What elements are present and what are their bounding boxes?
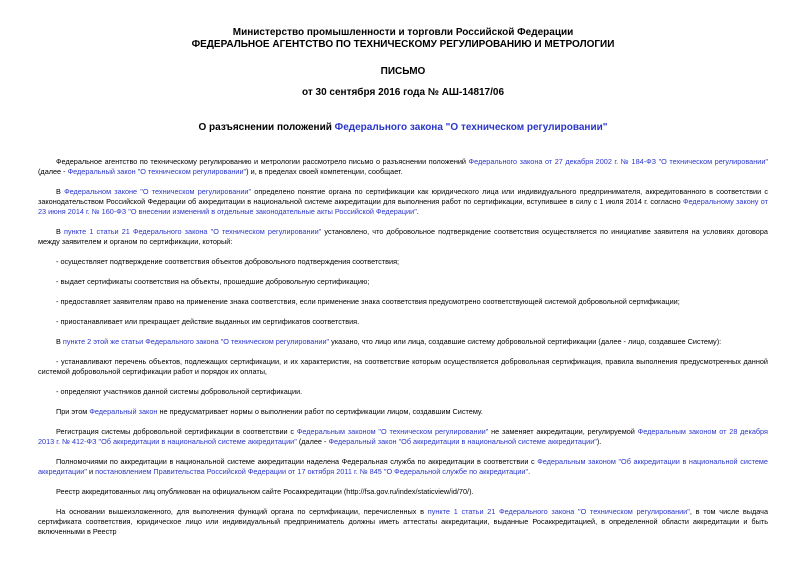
- subject-prefix: О разъяснении положений: [198, 122, 335, 133]
- paragraph: [38, 487, 768, 497]
- paragraph: [38, 337, 768, 347]
- subject-law-link[interactable]: Федерального закона "О техническом регулировании": [334, 122, 608, 133]
- law-link[interactable]: пункте 1 статьи 21 Федерального закона "О техническом регулировании": [64, 227, 322, 236]
- law-link[interactable]: Федеральный закон "О техническом регулировании": [67, 167, 247, 176]
- document-type: ПИСЬМО: [380, 66, 426, 77]
- law-link[interactable]: постановлением Правительства Российской Федерации от 17 октября 2011 г. № 845 "О Федеральной службе по аккредитации": [95, 467, 529, 476]
- paragraph-text: В: [56, 337, 63, 346]
- paragraph: [38, 407, 768, 417]
- paragraph-text: - устанавливают перечень объектов, подлежащих сертификации, и их характеристик, на соответствие которым осуществляется добровольная сертификация, правила выполнения предусмотренных данной системой добровольной сертификации работ и порядок их оплаты,: [38, 357, 768, 376]
- paragraph-text: Полномочиями по аккредитации в национальной системе аккредитации наделена Федеральная служба по аккредитации в соответствии с: [56, 457, 538, 466]
- paragraph: [38, 507, 768, 537]
- paragraph: [38, 257, 768, 267]
- paragraph: [38, 427, 768, 447]
- paragraph-text: определено понятие органа по сертификации как юридического лица или индивидуального предпринимателя, аккредитованного в соответствии с законодательством Российской Федерации об аккредитации в национальной системе аккредитации для выполнения работ по сертификации, вступившее в силу с 1 июля 2014 г. согласно: [38, 187, 768, 206]
- paragraph-text: .: [416, 207, 419, 216]
- law-link[interactable]: пункте 1 статьи 21 Федерального закона "О техническом регулировании": [427, 507, 690, 516]
- paragraph-text: (далее -: [296, 437, 329, 446]
- law-link[interactable]: пункте 2 этой же статьи Федерального закона "О техническом регулировании": [62, 337, 330, 346]
- paragraph-text: - осуществляет подтверждение соответствия объектов добровольного подтверждения соответствия;: [56, 257, 400, 266]
- paragraph-text: не заменяет аккредитации, регулируемой: [488, 427, 638, 436]
- paragraph-text: указано, что лицо или лица, создавшие систему добровольной сертификации (далее - лицо, создавшее Систему):: [329, 337, 722, 346]
- paragraph: [38, 357, 768, 377]
- paragraph-text: - определяют участников данной системы добровольной сертификации.: [56, 387, 303, 396]
- paragraph: [38, 457, 768, 477]
- paragraph: [38, 317, 768, 327]
- paragraph-text: - приостанавливает или прекращает действие выданных им сертификатов соответствия.: [56, 317, 360, 326]
- law-link[interactable]: Федеральным законом от 28 декабря 2013 г. № 412-ФЗ "Об аккредитации в национальной системе аккредитации": [38, 427, 768, 446]
- paragraph-text: , в том числе выдача сертификата соответствия, юридическое лицо или индивидуальный предприниматель должны иметь аттестаты аккредитации, выданные Росаккредитацией, в определенной области аккредитации и быть включенными в Реестр: [38, 507, 769, 536]
- paragraph-text: - выдает сертификаты соответствия на объекты, прошедшие добровольную сертификацию;: [56, 277, 370, 286]
- law-link[interactable]: Федеральном законе "О техническом регулировании": [64, 187, 252, 196]
- paragraph-text: - предоставляет заявителям право на применение знака соответствия, если применение знака соответствия предусмотрено соответствующей системой добровольной сертификации;: [56, 297, 680, 306]
- paragraph: [38, 187, 768, 217]
- law-link[interactable]: Федеральный закон "Об аккредитации в национальной системе аккредитации": [328, 437, 597, 446]
- paragraph-text: При этом: [56, 407, 90, 416]
- paragraph-text: установлено, что добровольное подтверждение соответствия осуществляется по инициативе заявителя на условиях договора между заявителем и органом по сертификации, который:: [38, 227, 768, 246]
- paragraph-text: ).: [596, 437, 602, 446]
- document-subject: [38, 122, 768, 133]
- law-link[interactable]: Федеральному закону от 23 июня 2014 г. № 160-ФЗ "О внесении изменений в отдельные законодательные акты Российской Федерации": [38, 197, 768, 216]
- paragraph-text: (далее -: [38, 167, 68, 176]
- paragraph: [38, 227, 768, 247]
- paragraph: [38, 297, 768, 307]
- paragraph-text: не предусматривает нормы о выполнении работ по сертификации лицом, создавшим Систему.: [157, 407, 483, 416]
- paragraph: [38, 387, 768, 397]
- paragraph-text: Регистрация системы добровольной сертификации в соответствии с: [56, 427, 297, 436]
- law-link[interactable]: Федеральным законом "О техническом регулировании": [296, 427, 489, 436]
- law-link[interactable]: Федеральным законом "Об аккредитации в национальной системе аккредитации": [38, 457, 768, 476]
- law-link[interactable]: Федеральный закон: [89, 407, 158, 416]
- document-body: [38, 157, 768, 537]
- paragraph-text: и: [86, 467, 96, 476]
- paragraph: [38, 157, 768, 177]
- law-link[interactable]: Федерального закона от 27 декабря 2002 г. № 184-ФЗ "О техническом регулировании": [468, 157, 768, 166]
- paragraph: [38, 277, 768, 287]
- paragraph-text: В: [56, 187, 65, 196]
- document-page: [38, 27, 768, 547]
- paragraph-text: .: [528, 467, 531, 476]
- paragraph-text: На основании вышеизложенного, для выполнения функций органа по сертификации, перечисленных в: [56, 507, 428, 516]
- paragraph-text: ) и, в пределах своей компетенции, сообщает.: [246, 167, 403, 176]
- ministry-name: Министерство промышленности и торговли Российской Федерации: [232, 27, 574, 38]
- paragraph-text: Федеральное агентство по техническому регулированию и метрологии рассмотрело письмо о разъяснении положений: [56, 157, 469, 166]
- document-date-number: от 30 сентября 2016 года № АШ-14817/06: [301, 87, 505, 98]
- paragraph-text: В: [56, 227, 64, 236]
- agency-name: ФЕДЕРАЛЬНОЕ АГЕНТСТВО ПО ТЕХНИЧЕСКОМУ РЕГУЛИРОВАНИЮ И МЕТРОЛОГИИ: [191, 39, 615, 50]
- paragraph-text: Реестр аккредитованных лиц опубликован на официальном сайте Росаккредитации (http://fsa.gov.ru/index/staticview/id/70/).: [56, 487, 474, 496]
